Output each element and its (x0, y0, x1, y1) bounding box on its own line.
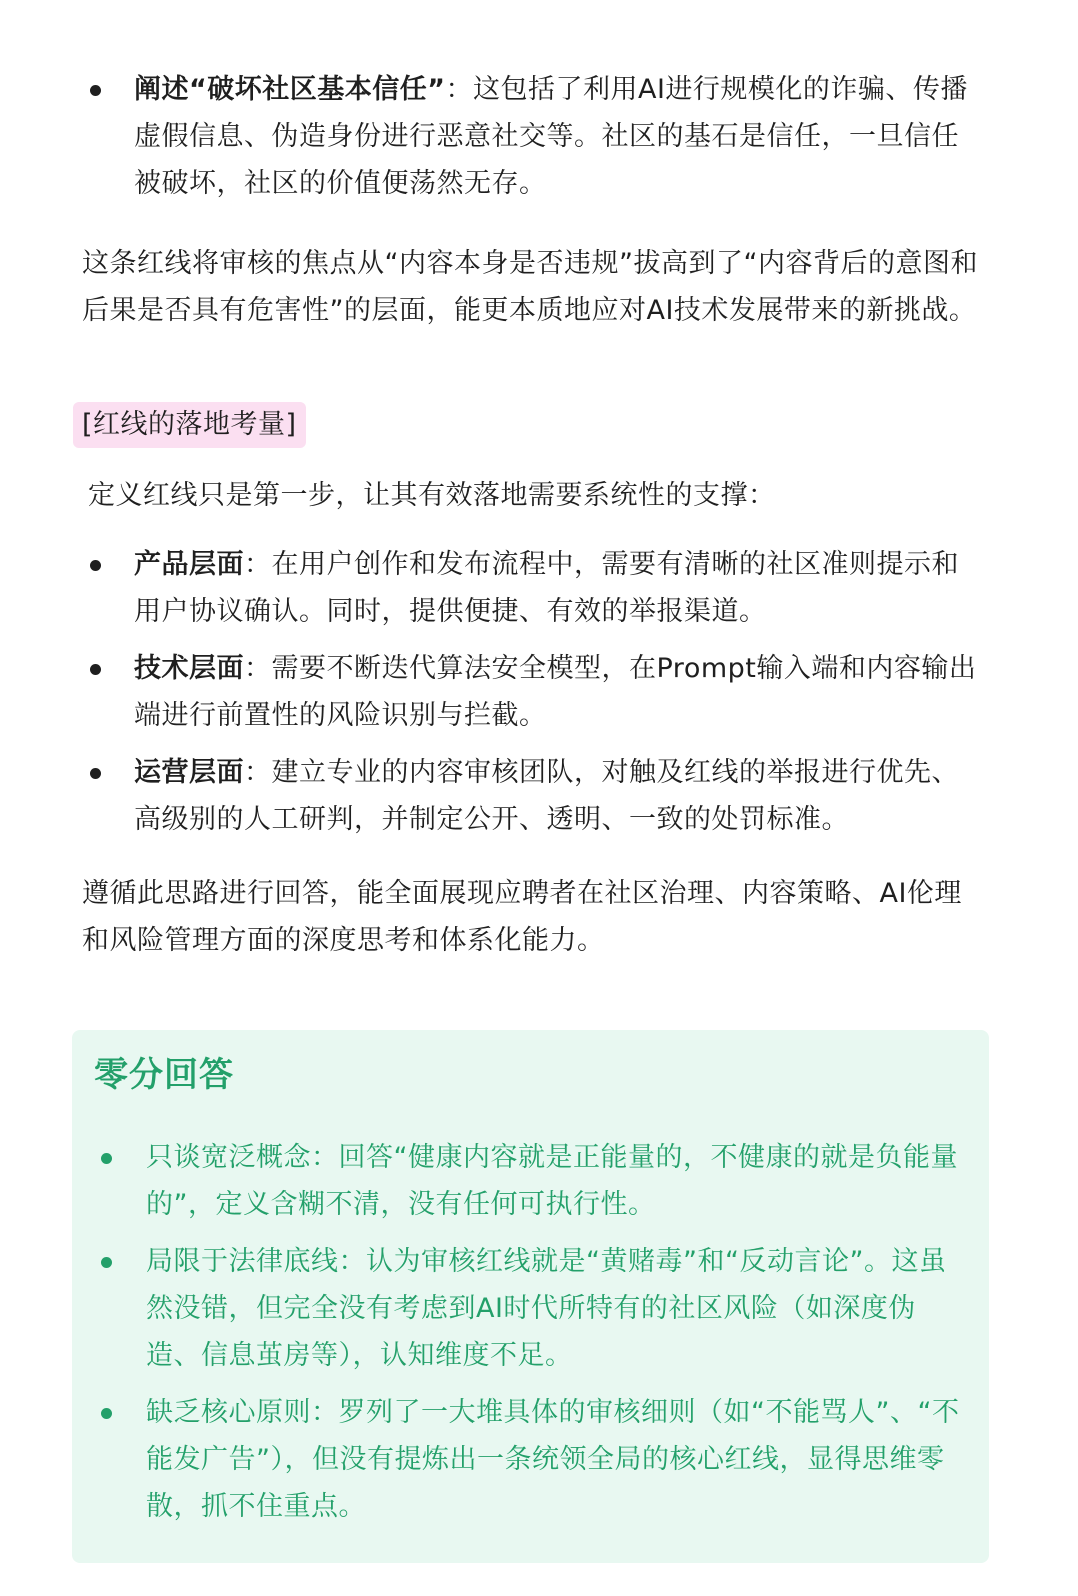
list-item (96, 1389, 966, 1530)
bullet-dot-icon (101, 1257, 112, 1268)
bullet-text: 只谈宽泛概念：回答“健康内容就是正能量的，不健康的就是负能量的”，定义含糊不清，没有任何可执行性。 (146, 1142, 958, 1220)
bullet-dot-icon (90, 85, 101, 96)
zero-score-list (96, 1134, 966, 1540)
bullet-text: ：这包括了利用AI进行规模化的诈骗、传播虚假信息、伪造身份进行恶意社交等。社区的基石是信任，一旦信任被破坏，社区的价值便荡然无存。 (134, 74, 968, 199)
section-tag: [红线的落地考量] (73, 402, 306, 448)
bullet-text: ：建立专业的内容审核团队，对触及红线的举报进行优先、高级别的人工研判，并制定公开、透明、一致的处罚标准。 (134, 757, 959, 835)
intro-paragraph: 定义红线只是第一步，让其有效落地需要系统性的支撑： (88, 480, 776, 511)
list-item (96, 1238, 966, 1379)
implementation-bullet-list (82, 541, 982, 853)
zero-score-callout (72, 1030, 989, 1563)
bullet-heading: 技术层面 (134, 653, 244, 684)
bullet-dot-icon (90, 664, 101, 675)
bullet-dot-icon (101, 1153, 112, 1164)
bullet-text: 局限于法律底线：认为审核红线就是“黄赌毒”和“反动言论”。这虽然没错，但完全没有考虑到AI时代所特有的社区风险（如深度伪造、信息茧房等），认知维度不足。 (146, 1246, 947, 1371)
callout-title: 零分回答 (94, 1055, 234, 1095)
bullet-text: ：在用户创作和发布流程中，需要有清晰的社区准则提示和用户协议确认。同时，提供便捷、有效的举报渠道。 (134, 549, 959, 627)
bullet-heading: 运营层面 (134, 757, 244, 788)
bullet-heading: 产品层面 (134, 549, 244, 580)
trust-bullet-list (82, 66, 982, 207)
bullet-dot-icon (90, 768, 101, 779)
bullet-heading: 阐述“破坏社区基本信任” (134, 74, 446, 105)
bullet-text: ：需要不断迭代算法安全模型，在Prompt输入端和内容输出端进行前置性的风险识别与拦截。 (134, 653, 977, 731)
list-item (96, 1134, 966, 1228)
list-item (82, 645, 982, 739)
list-item (82, 66, 982, 207)
bullet-dot-icon (101, 1408, 112, 1419)
bullet-dot-icon (90, 560, 101, 571)
list-item (82, 541, 982, 635)
list-item (82, 749, 982, 843)
summary-paragraph: 这条红线将审核的焦点从“内容本身是否违规”拔高到了“内容背后的意图和后果是否具有危害性”的层面，能更本质地应对AI技术发展带来的新挑战。 (82, 248, 978, 326)
bullet-text: 缺乏核心原则：罗列了一大堆具体的审核细则（如“不能骂人”、“不能发广告”），但没有提炼出一条统领全局的核心红线，显得思维零散，抓不住重点。 (146, 1397, 960, 1522)
conclusion-paragraph: 遵循此思路进行回答，能全面展现应聘者在社区治理、内容策略、AI伦理和风险管理方面的深度思考和体系化能力。 (82, 878, 962, 956)
